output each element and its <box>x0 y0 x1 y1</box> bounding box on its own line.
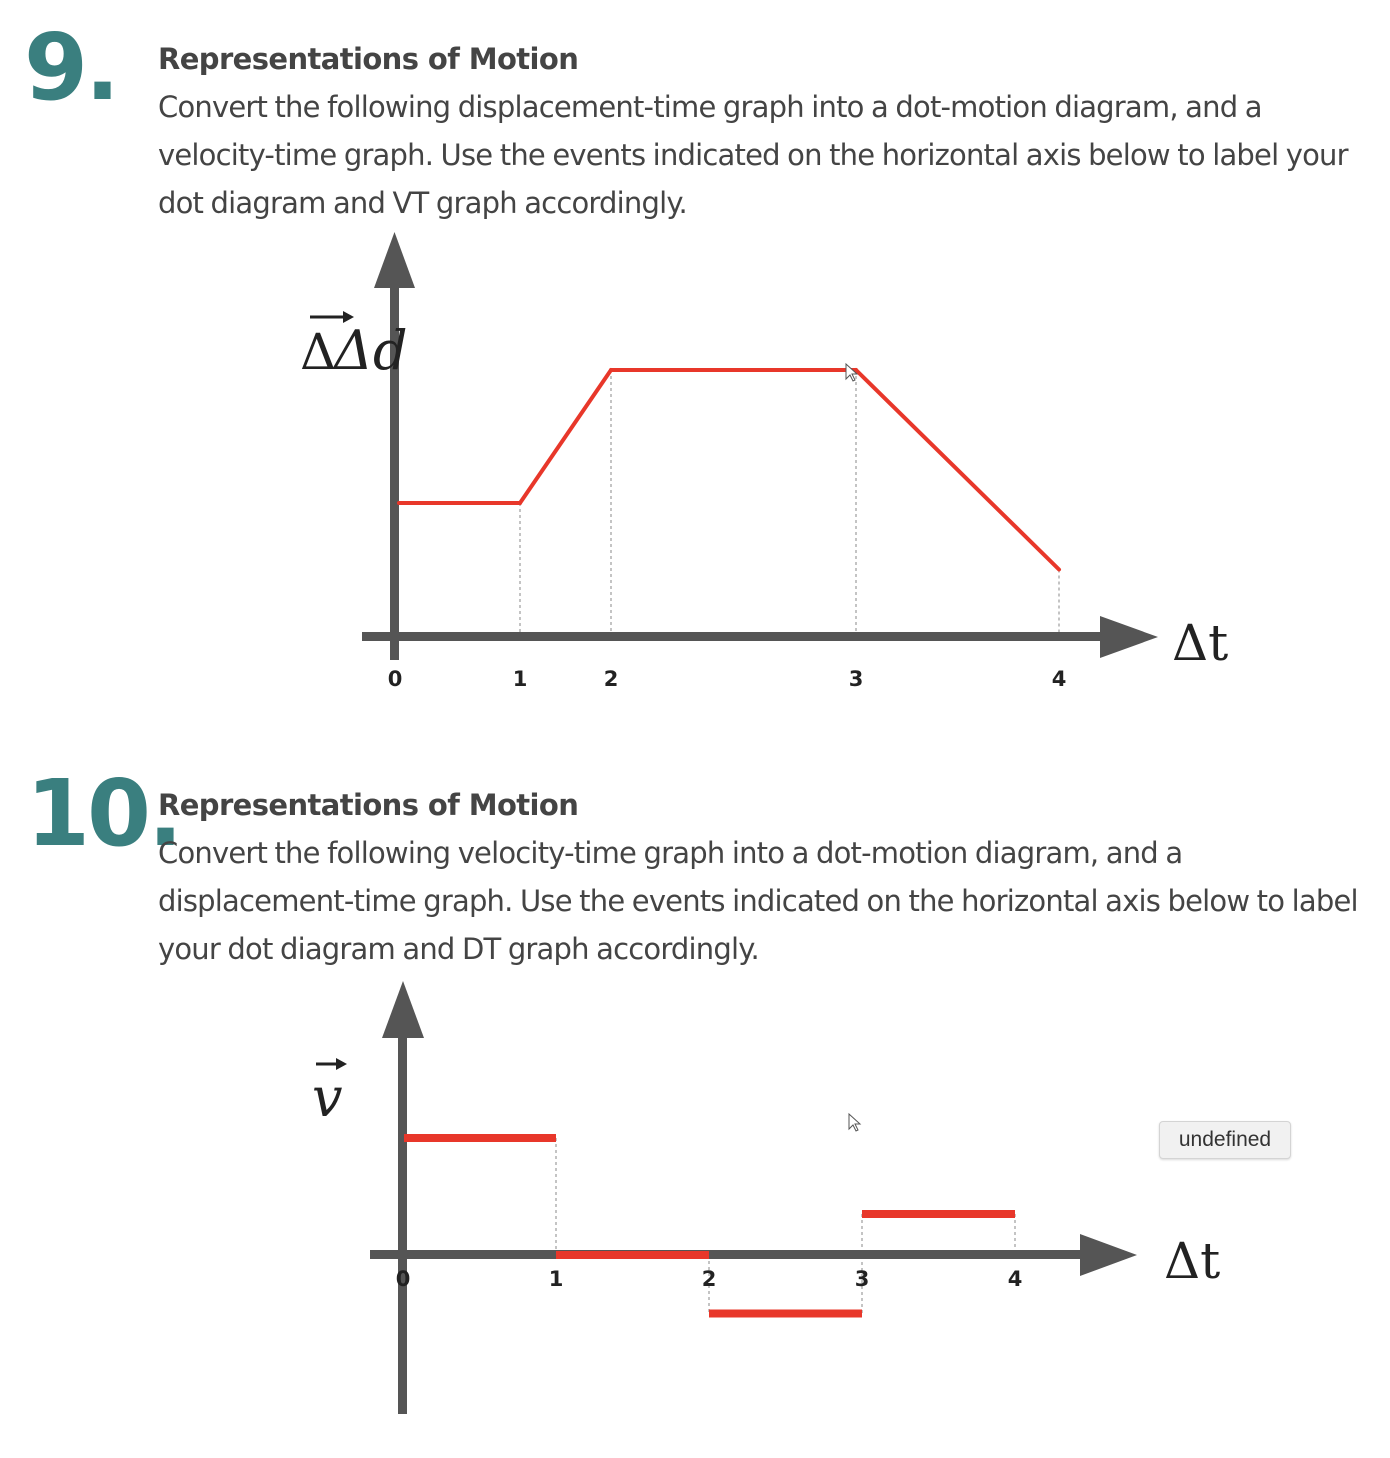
y-axis-arrow-icon <box>382 981 424 1038</box>
x-axis-label: Δt <box>1172 614 1229 672</box>
y-axis-line <box>398 1030 407 1414</box>
question-10-number: 10. <box>26 760 180 867</box>
y-axis-delta-symbol: Δ <box>300 323 337 381</box>
x-tick-label: 4 <box>1007 1267 1023 1291</box>
undefined-tooltip: undefined <box>1159 1121 1291 1159</box>
x-tick-labels <box>396 1267 1023 1291</box>
x-tick-label: 3 <box>848 667 864 691</box>
x-tick-label: 0 <box>387 667 403 691</box>
question-9-body: Convert the following displacement-time graph into a dot-motion diagram, and a velocity-time graph. Use the events indicated on the horizontal axis below to label your dot diagram and VT graph accordingly. <box>158 90 1348 220</box>
y-axis-variable: Δd <box>334 319 408 382</box>
question-9-number: 9. <box>24 14 117 121</box>
x-tick-label: 1 <box>512 667 528 691</box>
x-tick-label: 3 <box>854 1267 870 1291</box>
event-guide-lines <box>556 1138 1015 1314</box>
y-axis-variable: v <box>312 1066 343 1129</box>
question-9-title: Representations of Motion <box>158 42 579 76</box>
x-axis-arrow-icon <box>1080 1234 1137 1276</box>
question-10-title: Representations of Motion <box>158 788 579 822</box>
x-tick-label: 1 <box>548 1267 564 1291</box>
x-axis-line <box>370 1250 1086 1259</box>
question-10-body: Convert the following velocity-time graph into a dot-motion diagram, and a displacement-time graph. Use the events indicated on the horizontal axis below to label your dot diagram and DT graph accordingly. <box>158 836 1358 966</box>
x-tick-label: 2 <box>603 667 619 691</box>
mouse-cursor-icon <box>849 1114 860 1131</box>
x-axis-label: Δt <box>1164 1232 1221 1290</box>
x-tick-label: 4 <box>1051 667 1067 691</box>
x-tick-label: 2 <box>701 1267 717 1291</box>
x-tick-label: 0 <box>395 1267 411 1291</box>
y-axis-label <box>312 1058 347 1129</box>
